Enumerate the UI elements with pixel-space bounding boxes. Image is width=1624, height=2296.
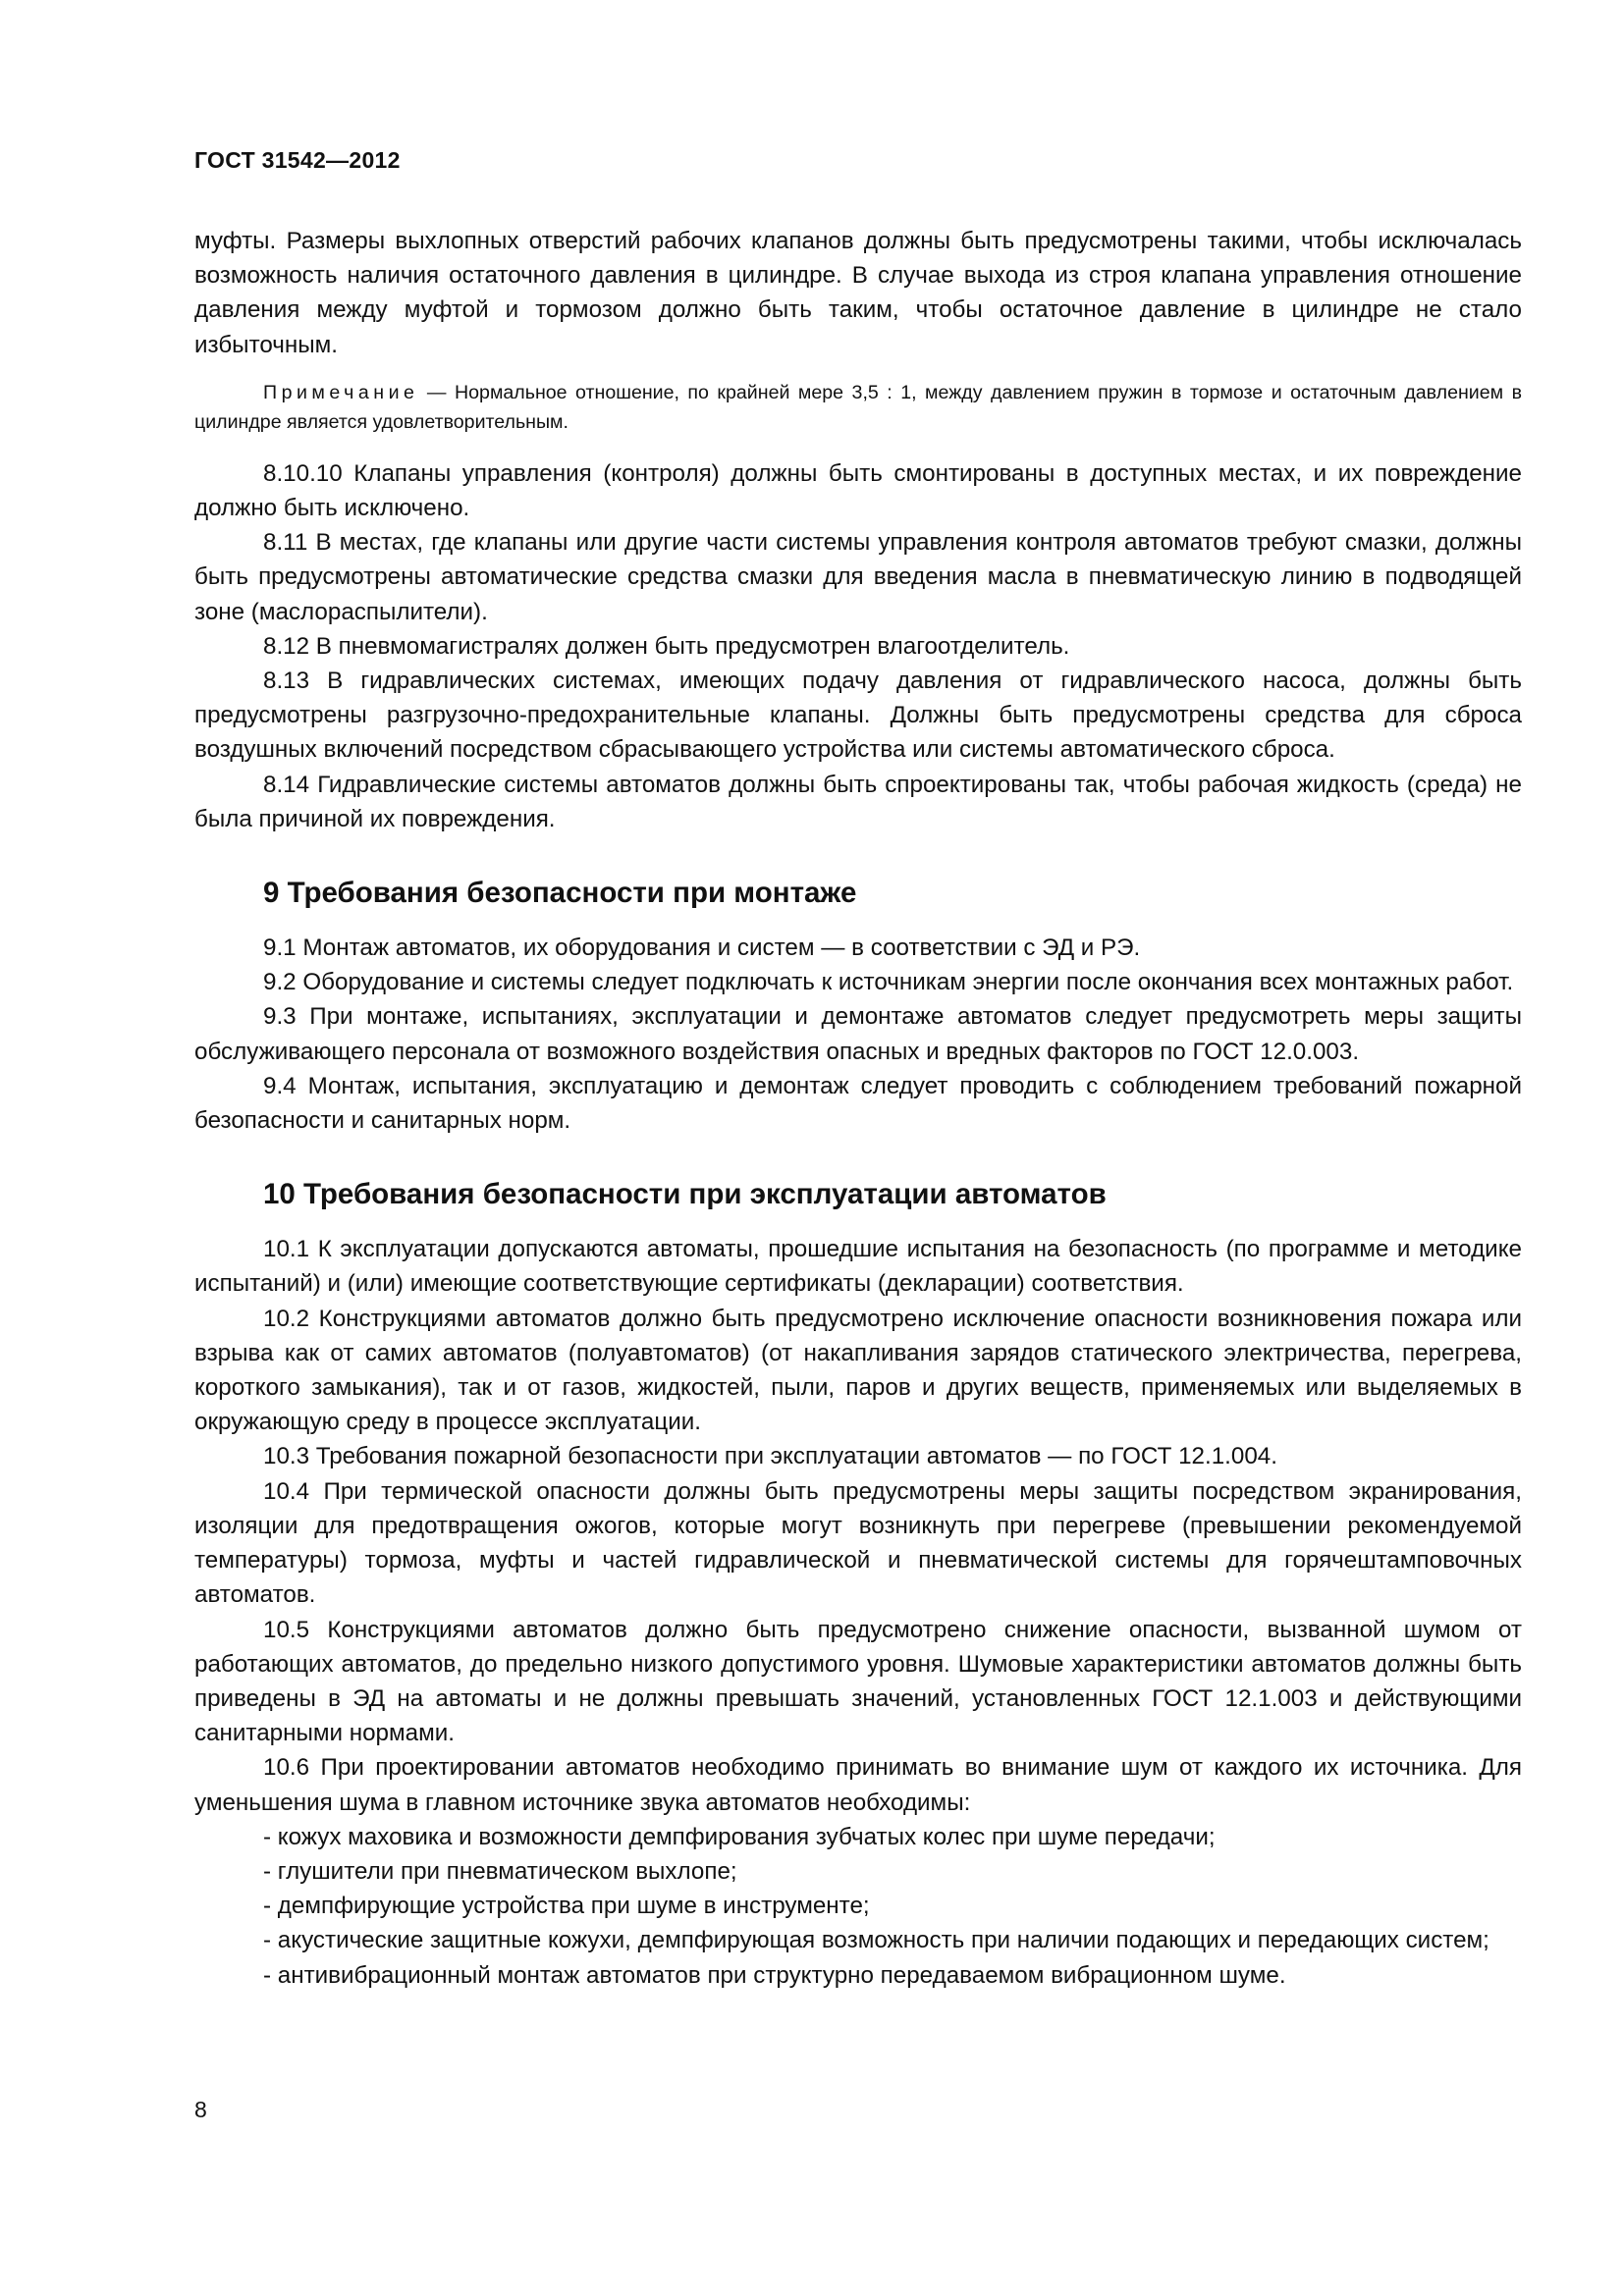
paragraph-8-11: 8.11 В местах, где клапаны или другие части системы управления контроля автоматов требуют смазки, должны быть предусмотрены автоматические средства смазки для введения масла в пневматическую линию в подводящей зоне (маслораспылители). — [194, 529, 1522, 625]
list-item: - кожух маховика и возможности демпфирования зубчатых колес при шуме передачи; — [263, 1823, 1216, 1850]
paragraph-continuation: муфты. Размеры выхлопных отверстий рабочих клапанов должны быть предусмотрены такими, чтобы исключалась возможность наличия остаточного давления в цилиндре. В случае выхода из строя клапана управления отношение давления между муфтой и тормозом должно быть таким, чтобы остаточное давление в цилиндре не стало избыточным. — [194, 228, 1522, 358]
note-text: — Нормальное отношение, по крайней мере 3,5 : 1, между давлением пружин в тормозе и остаточным давлением в цилиндре является удовлетворительным. — [194, 381, 1522, 433]
list-item: - акустические защитные кожухи, демпфирующая возможность при наличии подающих и передающих систем; — [263, 1927, 1489, 1954]
paragraph-10-4: 10.4 При термической опасности должны быть предусмотрены меры защиты посредством экранирования, изоляции для предотвращения ожогов, которые могут возникнуть при перегреве (превышении рекомендуемой температуры) тормоза, муфты и частей гидравлической и пневматической системы для горячештамповочных автоматов. — [194, 1477, 1522, 1609]
section-9-title: 9 Требования безопасности при монтаже — [263, 877, 857, 910]
paragraph-9-4: 9.4 Монтаж, испытания, эксплуатацию и демонтаж следует проводить с соблюдением требований пожарной безопасности и санитарных норм. — [194, 1072, 1522, 1135]
page-number: 8 — [194, 2097, 207, 2122]
paragraph-10-6: 10.6 При проектировании автоматов необходимо принимать во внимание шум от каждого их источника. Для уменьшения шума в главном источнике звука автоматов необходимы: — [194, 1754, 1522, 1816]
paragraph-10-5: 10.5 Конструкциями автоматов должно быть предусмотрено снижение опасности, вызванной шумом от работающих автоматов, до предельно низкого допустимого уровня. Шумовые характеристики автоматов должны быть приведены в ЭД на автоматы и не должны превышать значений, установленных ГОСТ 12.1.003 и действующими санитарными нормами. — [194, 1616, 1522, 1747]
note-label: Примечание — [263, 381, 419, 403]
document-body — [194, 224, 1522, 1993]
paragraph-9-2: 9.2 Оборудование и системы следует подключать к источникам энергии после окончания всех монтажных работ. — [263, 969, 1514, 996]
paragraph-10-2: 10.2 Конструкциями автоматов должно быть предусмотрено исключение опасности возникновения пожара или взрыва как от самих автоматов (полуавтоматов) (от накапливания зарядов статического электричества, перегрева, короткого замыкания), так и от газов, жидкостей, пыли, паров и других веществ, применяемых или выделяемых в окружающую среду в процессе эксплуатации. — [194, 1305, 1522, 1436]
list-item: - антивибрационный монтаж автоматов при структурно передаваемом вибрационном шуме. — [263, 1961, 1286, 1989]
paragraph-8-13: 8.13 В гидравлических системах, имеющих подачу давления от гидравлического насоса, должны быть предусмотрены разгрузочно-предохранительные клапаны. Должны быть предусмотрены средства для сброса воздушных включений посредством сбрасывающего устройства или системы автоматического сброса. — [194, 667, 1522, 764]
list-item: - демпфирующие устройства при шуме в инструменте; — [263, 1893, 870, 1920]
standard-header: ГОСТ 31542—2012 — [194, 147, 401, 173]
paragraph-8-10-10: 8.10.10 Клапаны управления (контроля) должны быть смонтированы в доступных местах, и их повреждение должно быть исключено. — [194, 459, 1522, 522]
note — [194, 378, 1522, 437]
section-10-title: 10 Требования безопасности при эксплуатации автоматов — [263, 1178, 1107, 1211]
paragraph-9-3: 9.3 При монтаже, испытаниях, эксплуатации и демонтаже автоматов следует предусмотреть меры защиты обслуживающего персонала от возможного воздействия опасных и вредных факторов по ГОСТ 12.0.003. — [194, 1003, 1522, 1065]
list-item: - глушители при пневматическом выхлопе; — [263, 1857, 737, 1885]
paragraph-10-3: 10.3 Требования пожарной безопасности при эксплуатации автоматов — по ГОСТ 12.1.004. — [263, 1443, 1277, 1470]
paragraph-10-1: 10.1 К эксплуатации допускаются автоматы, прошедшие испытания на безопасность (по программе и методике испытаний) и (или) имеющие соответствующие сертификаты (декларации) соответствия. — [194, 1236, 1522, 1298]
paragraph-9-1: 9.1 Монтаж автоматов, их оборудования и систем — в соответствии с ЭД и РЭ. — [263, 934, 1141, 962]
paragraph-8-14: 8.14 Гидравлические системы автоматов должны быть спроектированы так, чтобы рабочая жидкость (среда) не была причиной их повреждения. — [194, 771, 1522, 832]
paragraph-8-12: 8.12 В пневмомагистралях должен быть предусмотрен влагоотделитель. — [263, 632, 1070, 660]
